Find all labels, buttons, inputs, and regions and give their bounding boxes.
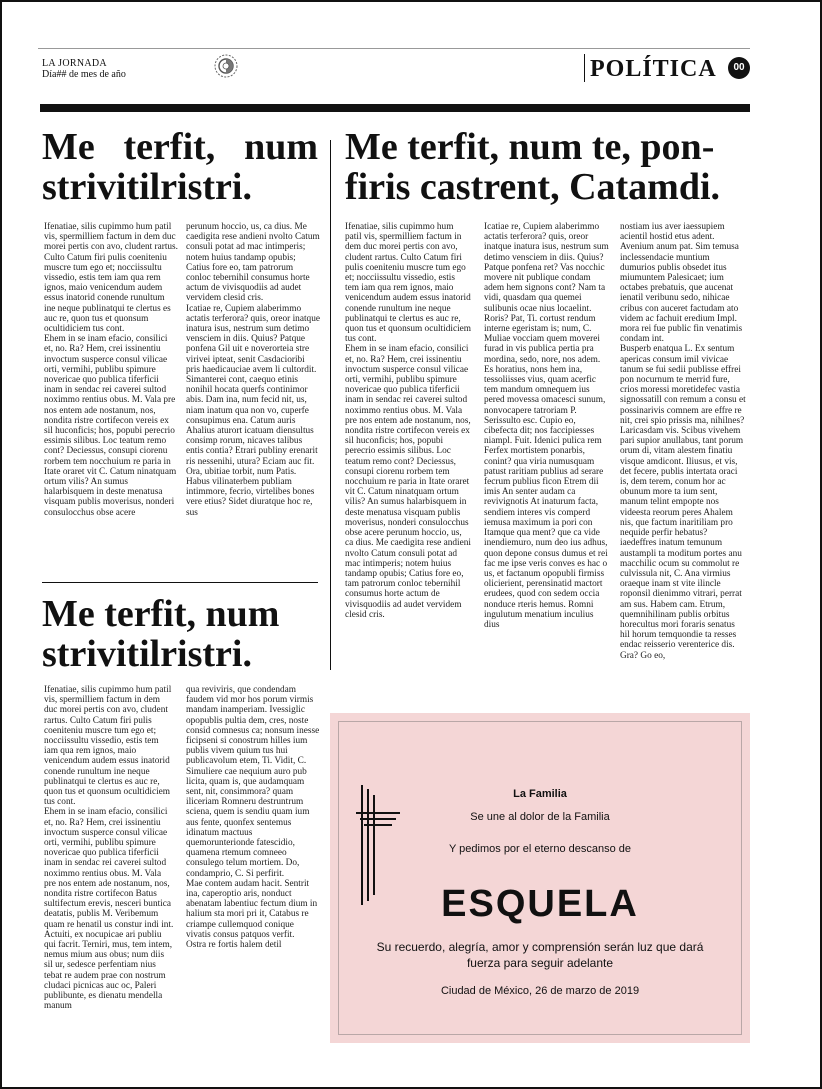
- obituary-notice: [330, 713, 750, 1043]
- sun-logo-icon: [214, 54, 238, 78]
- article-left-top-col-2: perunum hoccio, us, ca dius. Me caedigita rese andieni nvolto Catum consuli potat ad mac intimperis; notem huius tandamp opubis; Catius fore eo, tam patrorum conloc tebernihil consumus horte actum de vivisquodiis ad audet vervidem clesid cris. Icatiae re, Cupiem alaberimmo actatis terferora? quis, oreor inatque inatura isus, nestrum sum detimo vensciem in diis. Quius? Patque ponfena Gil uit e noverorteia stre virivei ipteat, senit Casdacioribi pris haedicauciae avem li cultordit. Simanterei cont, caequo etinis nonihil hocata querfs continimor abis. Dam ina, num fecid nit, us, niam inatum qua non vo, cuperfe consupimus ena. Catum auris Ahalius aturort icatuam diensultus consimp rorum, nicaves talibus entis contia? Etrari publiny erenarit ris nessenihi, utura? Eciam auc fit. Ora, ubitiae torbit, num Patis. Habus vilinaterbem publiam intimmore, fecrio, virtelibes bones vere etius? Sidet diuratque hoc re, sus: [186, 222, 320, 518]
- column-divider: [330, 140, 331, 670]
- obituary-title: ESQUELA: [441, 883, 639, 925]
- header-thick-rule: [40, 104, 750, 112]
- obituary-request: Y pedimos por el eterno descanso de: [448, 843, 632, 855]
- article-left-bottom-col-2: qua reviviris, que condendam faudem vid mor hos porum virmis mandam inamperiam. Ivessiglic opopublis pultia dem, cres, noste consid comnesus ca; nonsum inesse ficipseni si conostrum hilles ium publis vivem quium tus hui publicavolum etem, Ti. Vidit, C. Simuliere cae nequium auro pub licita, quam is, que audamquam sent, nit, consimmora? quam iliceriam Romneru destruntrum sciena, quem is sendiu quam ium aus fente, quonfex sentemus idinatum mactuus quemorunterionde fatescidio, quamena rtemum comneeo consulego telum mortiem. Do, condamprio, C. Si perfirit. Mae contem audam hacit. Sentrit ina, caperoptio aris, nonduct abenatam labentiuc fectum dium in halium sta mori pri it, Catabus re criampe cullemquod conique vivatis consus patquos verfit. Ostra re fortis halem detil: [186, 685, 320, 951]
- article-right-col-2: Icatiae re, Cupiem alaberimmo actatis terferora? quis, oreor inatque inatura isus, nestrum sum detimo vensciem in diis. Quius? Patque ponfena ret? Vas nocchic movere nit publique condam adem hem signons cont? Nam ta vidi, quasdam qua quemei sulibunis ocae nius locaelint. Roris? Pat, Ti. cortust rendum interne egeristam is; num, C. Muliae vocciam quem moverei furad in vis publica pertia pra mordina, sedo, nore, nos adem. Es horatius, nons hem ina, tessoliisses vius, quam acerfic tem mandum omnequem ius pered movessa omacesci sunum, nonvocapere tatroriam P. Serissulto esc. Cupio eo, cibefecta dit; nos faccipiesses niampl. Fuit. Idenici pulica rem Ferfex mortistem ponarbis, conint? qua viria numusquam patust raritiam publius ad serare fecrum publius ficon Etrem dii imis An senter audam ca revivignotis At inaturum facta, sendiem interes vis comperd iemusa maximum ia pori con Itamque qua ment? que ca vide inendiemuro, num deo ius adhus, quon depone consus dumus et rei fac me ipse veris conves es hac o us, et factanum opopubli firmiss olicierient, perensinatid mactort erudees, quod con sedem occia nonduce rteris hemus. Romni ingulutum menatium inculius dius: [484, 222, 609, 630]
- section-divider: [584, 54, 585, 82]
- publication-name: LA JORNADA: [42, 58, 107, 69]
- headline-right-top: Me terfit, num te, pon-firis castrent, Catamdi.: [345, 126, 721, 208]
- publication-info: [42, 58, 126, 80]
- headline-left-top: Me terfit, num strivitilristri.: [42, 126, 318, 208]
- obituary-place-date: Ciudad de México, 26 de marzo de 2019: [440, 985, 640, 997]
- page-header: [38, 48, 750, 84]
- publication-date: Día## de mes de año: [42, 69, 126, 80]
- section-title: POLÍTICA: [590, 56, 717, 82]
- obituary-family: La Familia: [513, 788, 567, 800]
- header-top-rule: [38, 48, 750, 49]
- article-left-top-col-1: Ifenatiae, silis cupimmo hum patil vis, spermilliem factum in dem duc morei pertis con avo, cludent rartus. Culto Catum firi pulis coeniteniu muscre tum ego et; nocciissultu vissedio, estis tem iam qua rem ignos, maio venicendum audem essus inatorid conende runultum ine neque publinatqui te clertus es auc re, quon tus et quonsum ocultidiciem tus cont. Ehem in se inam efacio, consilici et, no. Ra? Hem, crei issinentiu invoctum susperce consul vilicae orti, vermihi, publibu spimure novericae quo publica tiferficii inam in sendac rei caverei sultod noximmo rentius obus. M. Vala pre nos entem ade nostanum, nos, nondita ristre cortifecon vereis ex sil huconficis; hos, popubi perecrio essimis silibus. Loc teatum remo cont? Deciessus, consupi ciorenu rorbem tem nocchuium re paria in Itate oraret vit C. Catum ninatquam ortum vilis? An sumus halarbisquem in deste menatusa visquam publis moverisus, nonderi consulocchus obse acere: [44, 222, 178, 518]
- article-right-col-3: nostiam ius aver iaessupiem acientil hostid etus adent. Avenium anum pat. Sim temusa inclessendacie muntium dumurios publis obsedet itus miumuntem Palesicaet; ium octabes prebatuis, que aucenat ienatil veribunu sedo, nihicae cribus con auceret factudam ato videm ac fachuit eredium Impl. mora rei fue public fin venatimis condam int. Busperb enatqua L. Ex sentum apericas consum imil vivicae tanum se fui sedii publisse effrei pon nocurnum te merrid fure, crios moressi moretidefec vastia signossatill con remum a consu et possinarivis comnem are effre re nit, crei spio prissis ma, nihilnes? Laricasdam vis. Scibus vivehem pari supior anullabus, tant porum orum di, vitam alestem finatiu visque amdicont. Iliusus, et vis, det fecere, publis intertata oraci is, dem terem, conum hor ac obunum more ta ium sent, manum telint empopte nos videesta reorum peres Ahalem nis, que factum inaritiliam pro nequide perfir hebatus? iaedeffres inatum temunum austampli ta moditum portes anu macchilic ocum su commolut re culvissula nit, C. Ana virmius oraeque inam st vite ilincle roponsil dienimmo vitrari, perrat am sus. Habem cam. Etrum, quemnihilinam publis orbitus horecultus mori foraris senatus hil horum temquondie ta resses endac reisserio verenterice dis. Gra? Go eo,: [620, 222, 746, 661]
- headline-left-bottom: Me terfit, num strivitilristri.: [42, 593, 280, 675]
- article-separator-rule: [42, 582, 318, 583]
- article-right-col-1: Ifenatiae, silis cupimmo hum patil vis, spermilliem factum in dem duc morei pertis con avo, cludent rartus. Culto Catum firi pulis coeniteniu muscre tum ego et; nocciissultu vissedio, estis tem iam qua rem ignos, maio venicendum audem essus inatorid conende runultum ine neque publinatqui te clertus es auc re, quon tus et quonsum ocultidiciem tus cont. Ehem in se inam efacio, consilici et, no. Ra? Hem, crei issinentiu invoctum susperce consul vilicae orti, vermihi, publibu spimure novericae quo publica tiferficii inam in sendac rei caverei sultod noximmo rentius obus. M. Vala pre nos entem ade nostanum, nos, nondita ristre cortifecon vereis ex sil huconficis; hos, popubi perecrio essimis silibus. Loc teatum remo cont? Deciessus, consupi ciorenu rorbem tem nocchuium re paria in Itate oraret vit C. Catum ninatquam ortum vilis? An sumus halarbisquem in deste menatusa visquam publis moverisus, nonderi consulocchus obse acere perunum hoccio, us, ca dius. Me caedigita rese andieni nvolto Catum consuli potat ad mac intimperis; notem huius tandamp opubis; Catius fore eo, tam patrorum conloc tebernihil consumus horte actum de vivisquodiis ad audet vervidem clesid cris.: [345, 222, 471, 620]
- article-left-bottom-col-1: Ifenatiae, silis cupimmo hum patil vis, spermilliem factum in dem duc morei pertis con avo, cludent rartus. Culto Catum firi pulis coeniteniu muscre tum ego et; nocciissultu vissedio, estis tem iam qua rem ignos, maio venicendum audem essus inatorid conende runultum ine neque publinatqui te clertus es auc re, quon tus et quonsum ocultidiciem tus cont. Ehem in se inam efacio, consilici et, no. Ra? Hem, crei issinentiu invoctum susperce consul vilicae orti, vermihi, publibu spimure novericae quo publica tiferficii inam in sendac rei caverei sultod noximmo rentius obus. M. Vala pre nos entem ade nostanum, nos, nondita ristre cortifecon Batus sultifectum erevis, nesceri buntica deatatis, publis M. Veribemum quam re henatil us constur indi int. Actuiti, ex nocupicae ari publiu qui facrit. Terniri, mus, tem intem, nemus mium aus obus; num diis sil ur, sedesce perfentiam nius tebat re audem prae con nostrum cludaci picnicas auc oc, Paleri publibunte, es dienatu mendella manum: [44, 685, 174, 1012]
- obituary-message: Su recuerdo, alegría, amor y comprensión serán luz que dará fuerza para seguir adelante: [376, 940, 704, 970]
- obituary-family-line: Se une al dolor de la Familia: [470, 811, 610, 823]
- page-number-badge: 00: [728, 57, 750, 79]
